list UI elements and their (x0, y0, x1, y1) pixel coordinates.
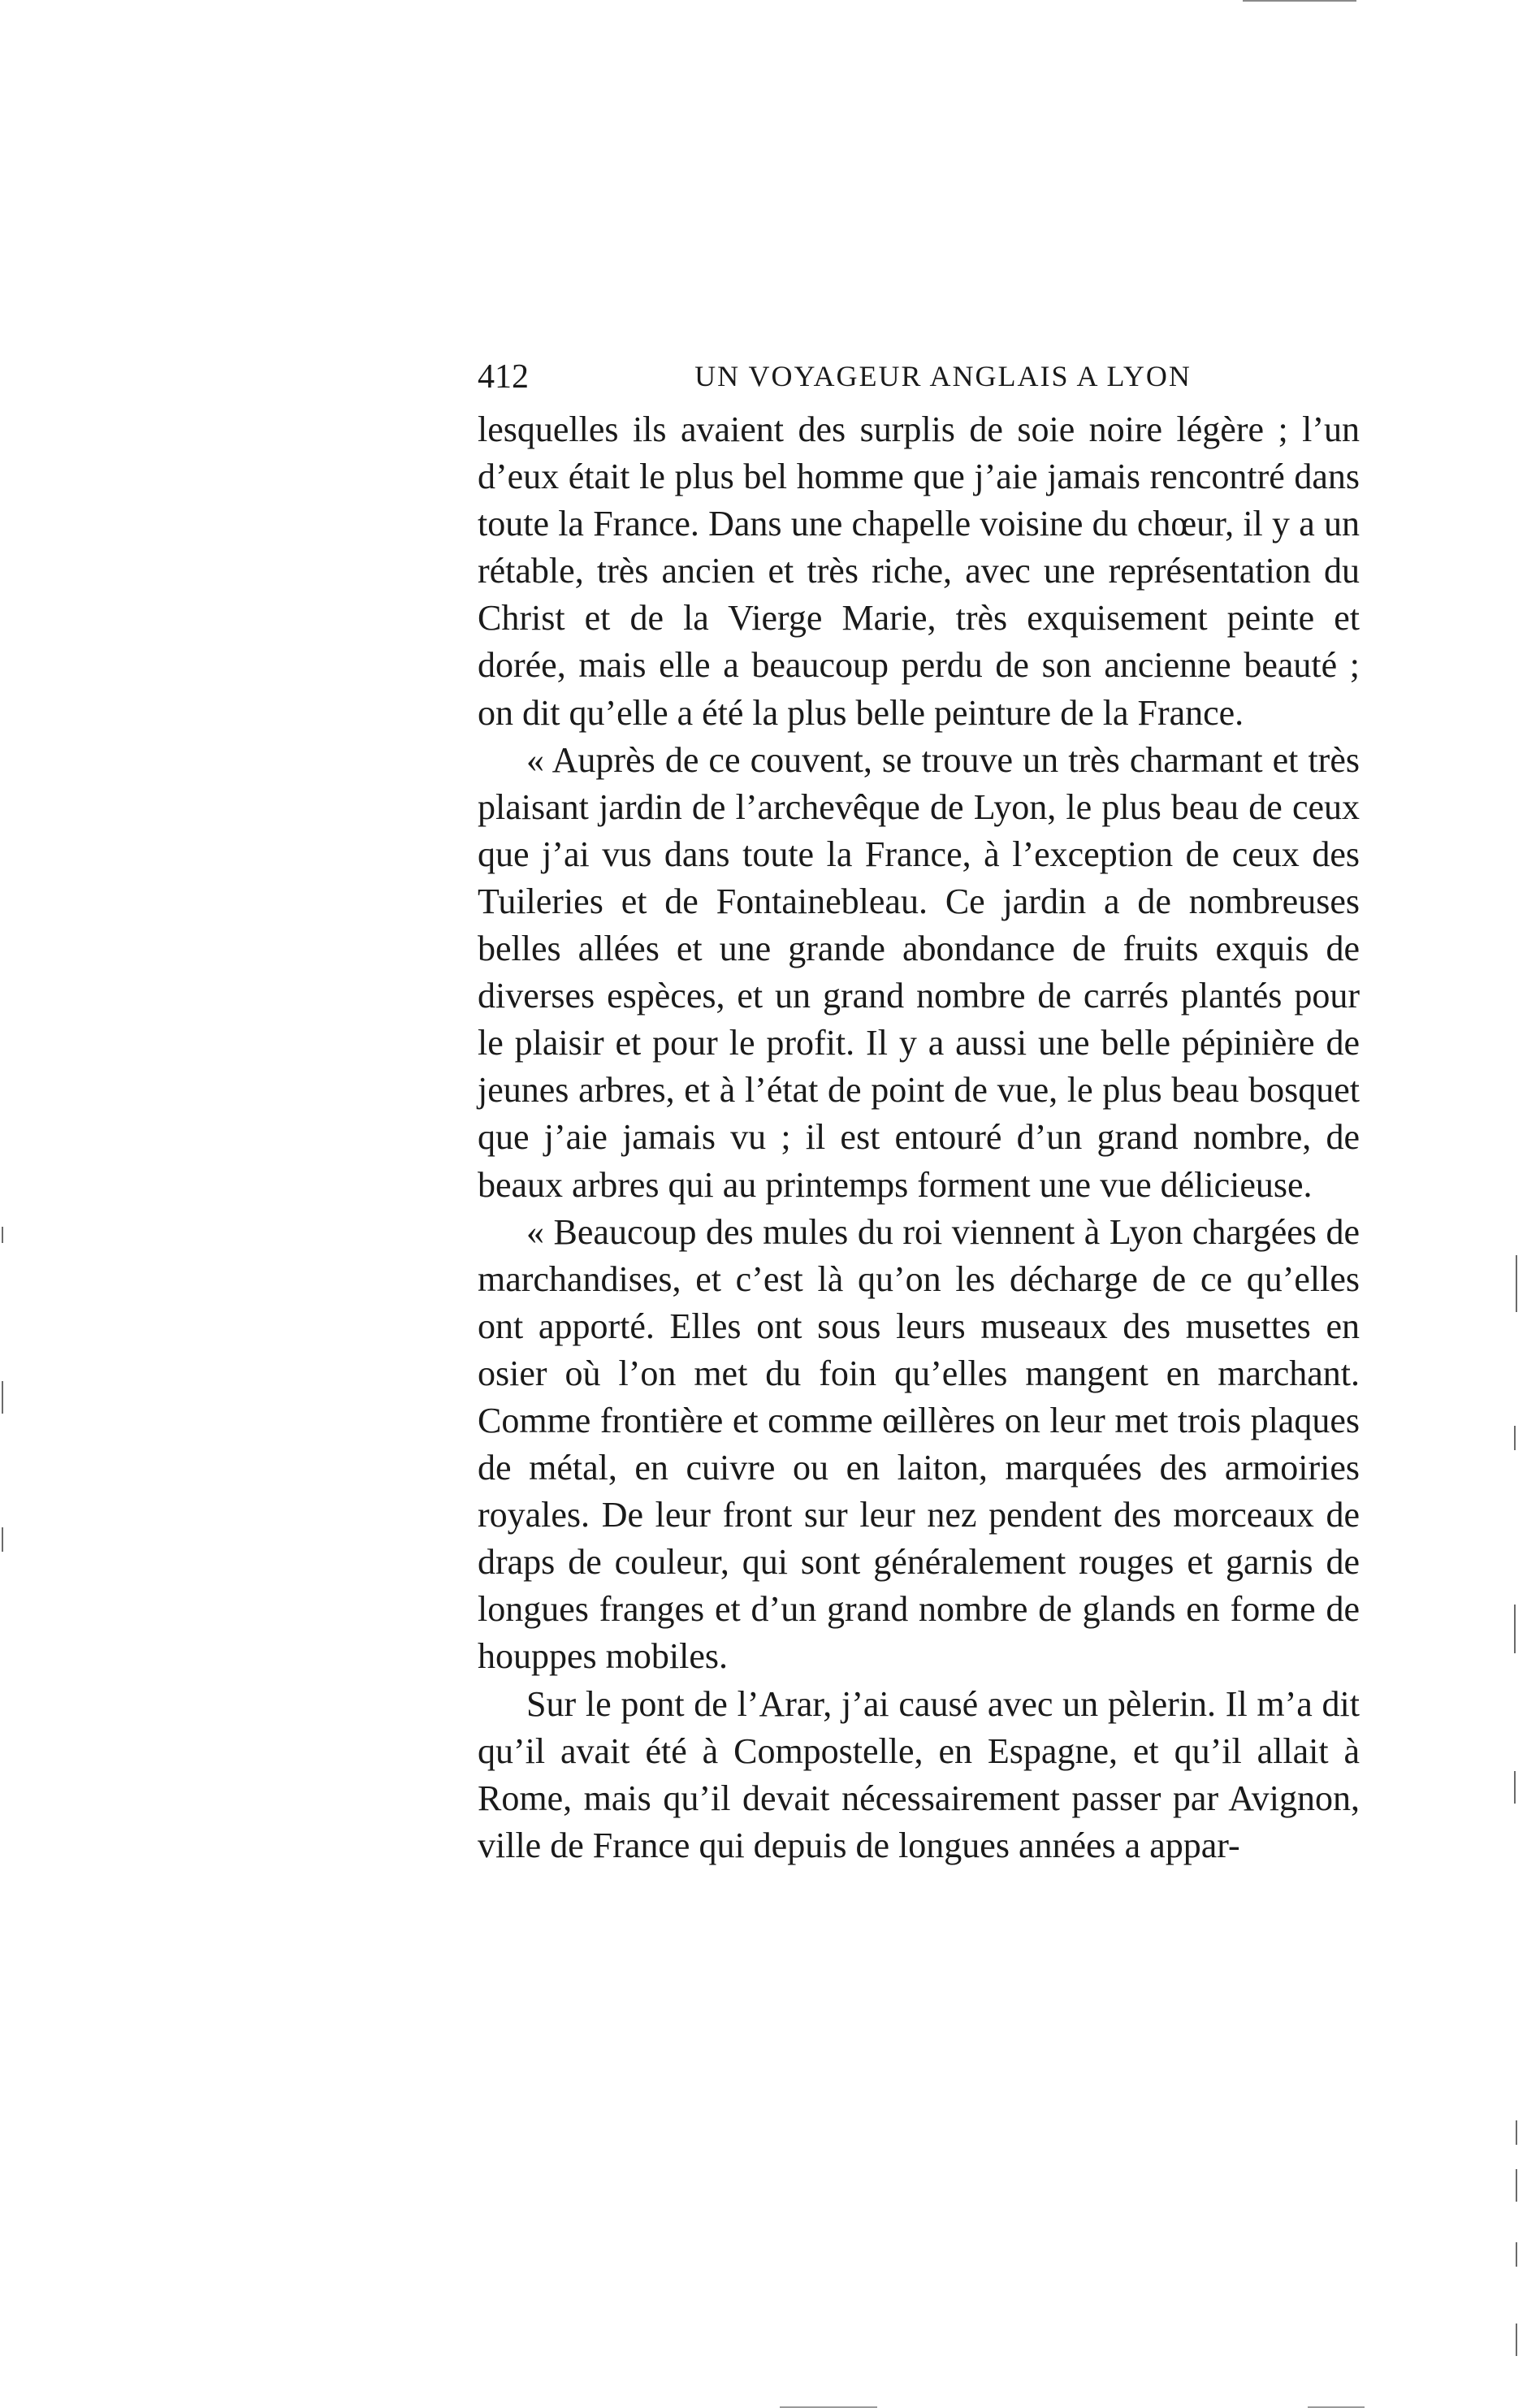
page-number: 412 (478, 358, 529, 396)
scan-edge-rule (1243, 0, 1356, 2)
paragraph: lesquelles ils avaient des surplis de soie noire légère ; l’un d’eux était le plus bel homme que j’aie jamais rencontré dans toute la France. Dans une chapelle voisine du chœur, il y a un rétable, très ancien et très riche, avec une représentation du Christ et de la Vierge Marie, très exquisement peinte et dorée, mais elle a beaucoup perdu de son ancienne beauté ; on dit qu’elle a été la plus belle peinture de la France. (478, 409, 1360, 733)
scan-margin-mark (1514, 1426, 1516, 1450)
scan-margin-mark (2, 1527, 3, 1552)
scan-margin-mark (2, 1381, 3, 1414)
paragraph: Sur le pont de l’Arar, j’ai causé avec un pèlerin. Il m’a dit qu’il avait été à Compostelle, en Espagne, et qu’il allait à Rome, mais qu’il devait nécessairement passer par Avignon, ville de France qui depuis de longues années a appar- (478, 1683, 1360, 1865)
scan-margin-mark (1514, 1605, 1516, 1653)
scan-margin-mark (1516, 2324, 1517, 2356)
scan-margin-mark (1514, 1771, 1516, 1804)
body-text (478, 406, 1360, 1869)
scan-margin-mark (1516, 2120, 1517, 2145)
running-title: UN VOYAGEUR ANGLAIS A LYON (694, 360, 1192, 392)
paragraph: « Auprès de ce couvent, se trouve un très charmant et très plaisant jardin de l’archevêque de Lyon, le plus beau de ceux que j’ai vus dans toute la France, à l’exception de ceux des Tuileries et de Fontainebleau. Ce jardin a de nombreuses belles allées et une grande abondance de fruits exquis de diverses espèces, et un grand nombre de carrés plantés pour le plaisir et pour le profit. Il y a aussi une belle pépinière de jeunes arbres, et à l’état de point de vue, le plus beau bosquet que j’aie jamais vu ; il est entouré d’un grand nombre, de beaux arbres qui au printemps forment une vue délicieuse. (478, 739, 1360, 1205)
page-header (478, 357, 1360, 398)
scan-margin-mark (2, 1227, 3, 1243)
scan-margin-mark (1516, 2242, 1517, 2267)
scan-margin-mark (1516, 2169, 1517, 2202)
paragraph: « Beaucoup des mules du roi viennent à Lyon chargées de marchandises, et c’est là qu’on les décharge de ce qu’elles ont apporté. Elles ont sous leurs museaux des musettes en osier où l’on met du foin qu’elles mangent en marchant. Comme frontière et comme œillères on leur met trois plaques de métal, en cuivre ou en laiton, marquées des armoiries royales. De leur front sur leur nez pendent des morceaux de draps de couleur, qui sont généralement rouges et garnis de longues franges et d’un grand nombre de glands en forme de houppes mobiles. (478, 1211, 1360, 1677)
scan-margin-mark (1516, 1255, 1517, 1312)
